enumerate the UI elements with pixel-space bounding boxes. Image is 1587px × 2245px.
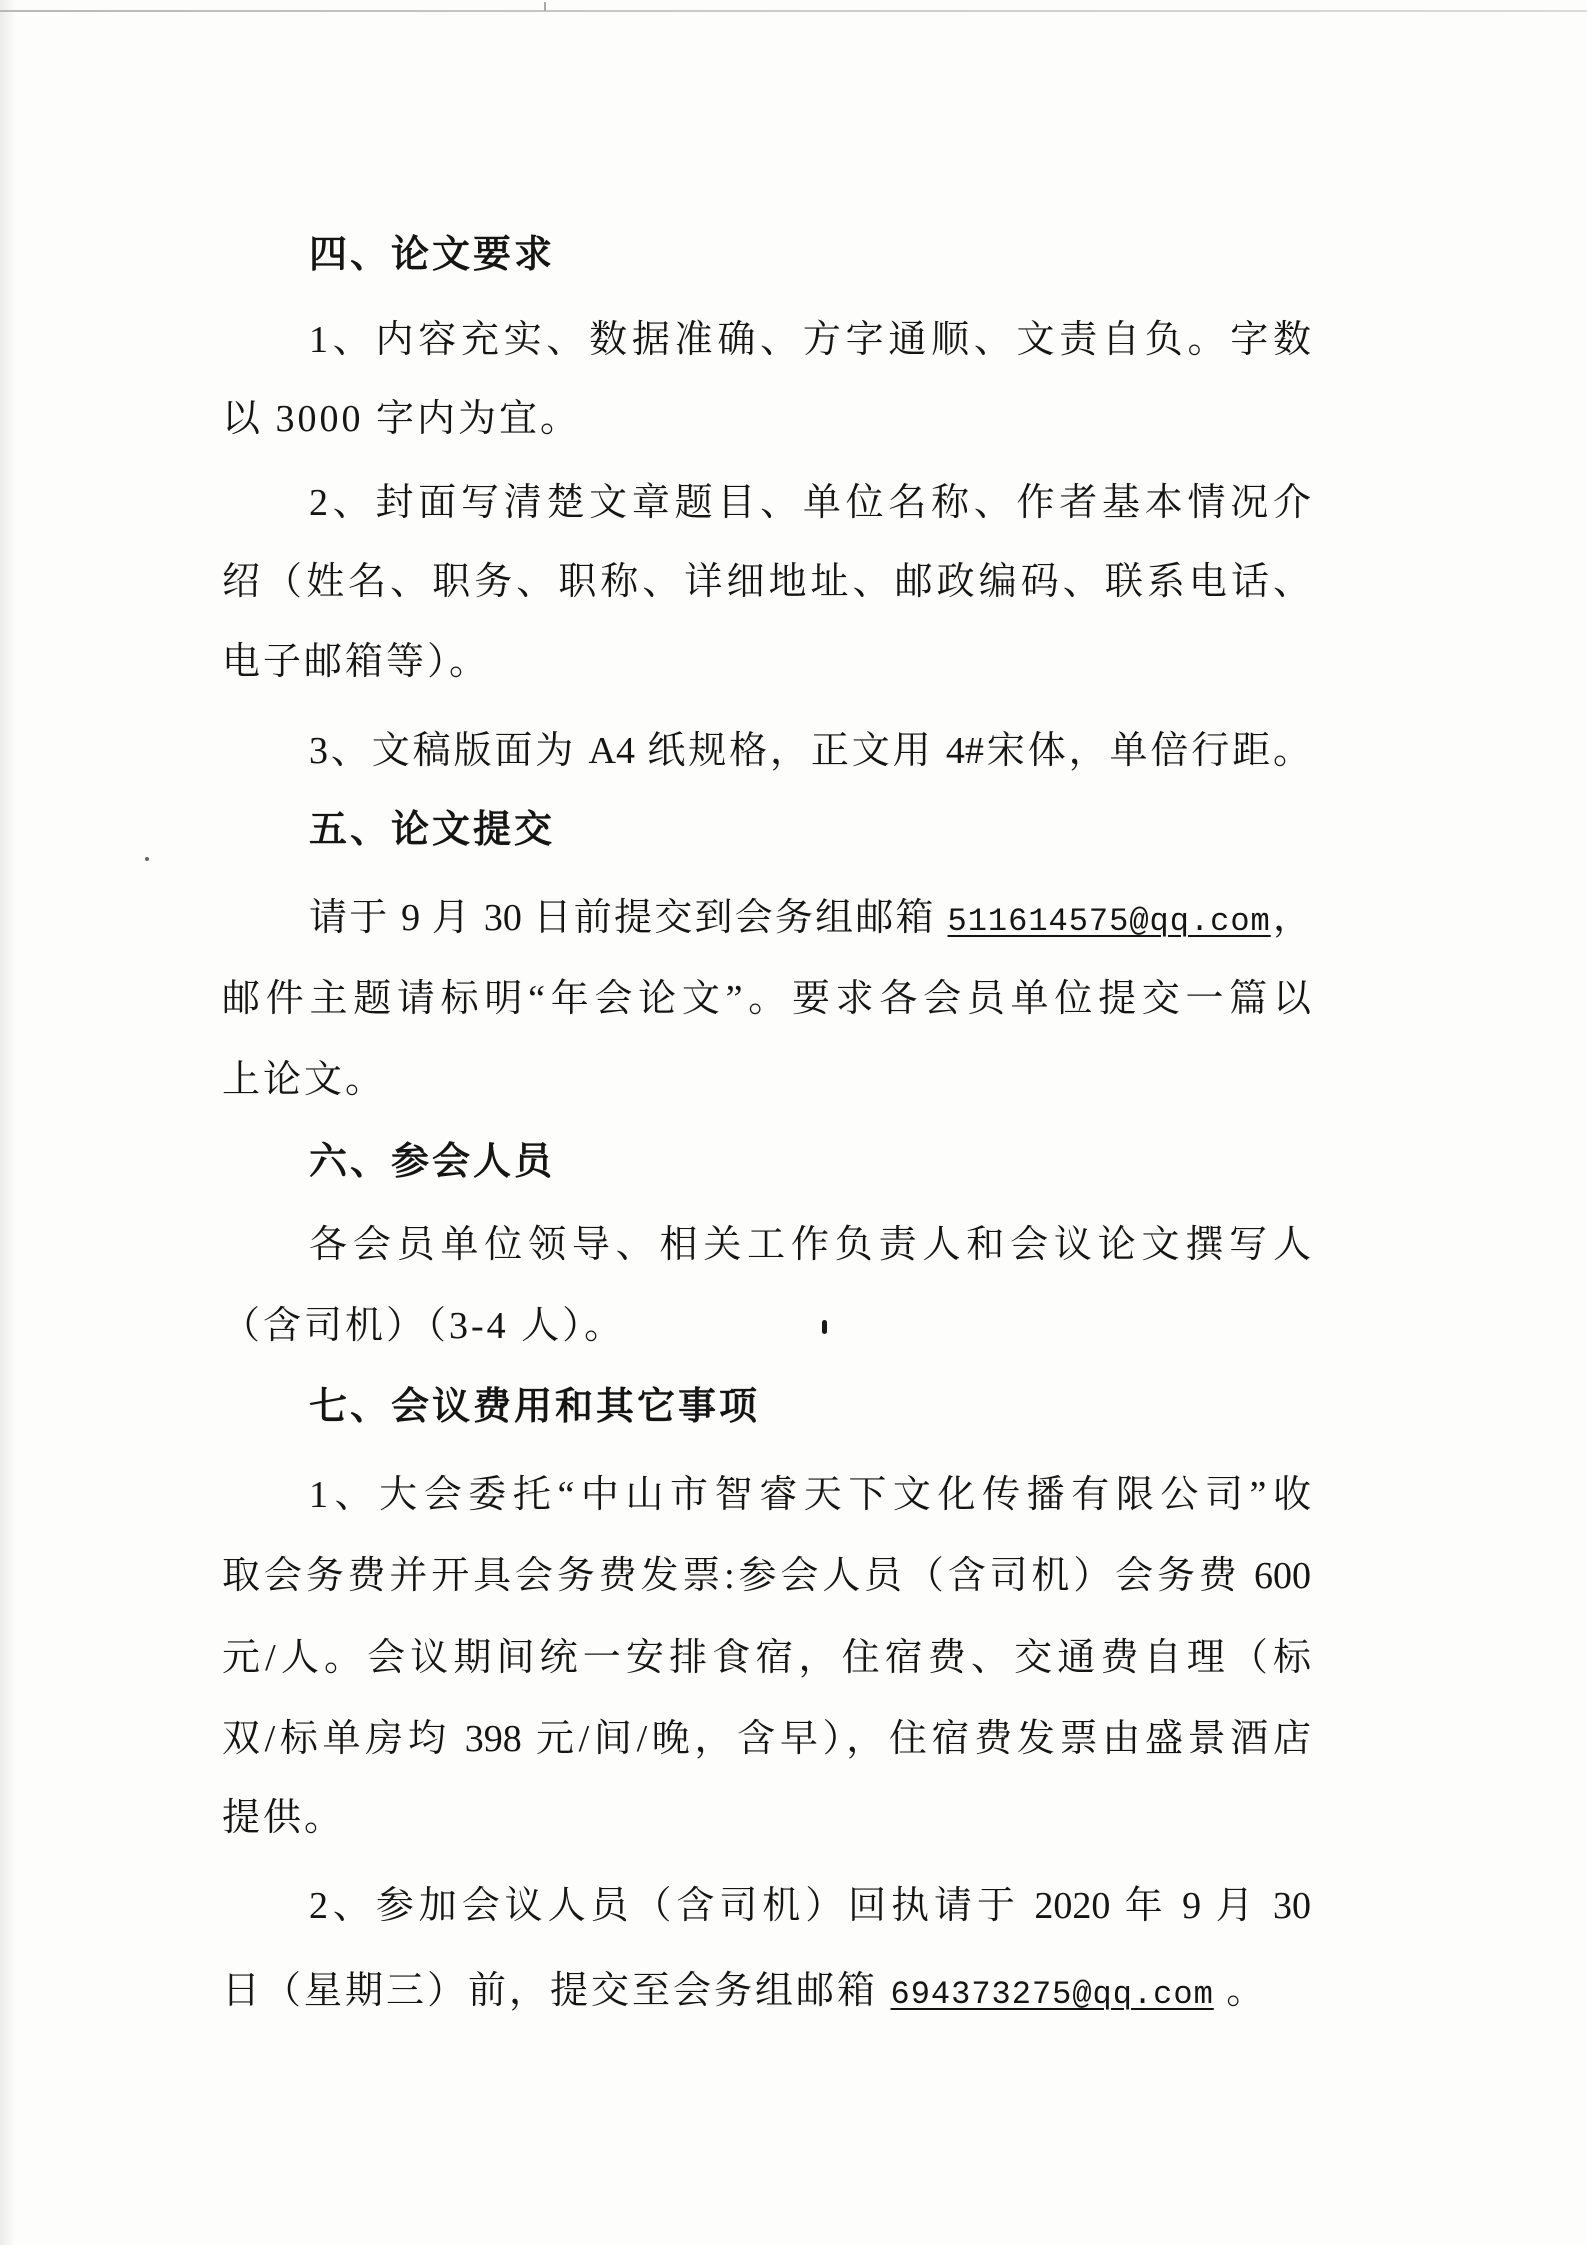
paragraph-line: 提供。 — [222, 1797, 346, 1839]
paragraph-line: 1、内容充实、数据准确、方字通顺、文责自负。字数 — [309, 319, 1311, 361]
paragraph-line: 2、参加会议人员（含司机）回执请于 2020 年 9 月 30 — [309, 1885, 1311, 1927]
paragraph-line: 上论文。 — [222, 1059, 387, 1101]
line-text: 日（星期三）前，提交至会务组邮箱 — [222, 1970, 891, 2012]
section-heading: 六、参会人员 — [309, 1141, 556, 1183]
scan-speck — [822, 1320, 827, 1334]
paragraph-line: 邮件主题请标明“年会论文”。要求各会员单位提交一篇以 — [222, 978, 1311, 1020]
scan-speck — [145, 857, 149, 861]
paragraph-line: 取会务费并开具会务费发票:参会人员（含司机）会务费 600 — [222, 1555, 1311, 1597]
paragraph-line: 2、封面写清楚文章题目、单位名称、作者基本情况介 — [309, 482, 1311, 524]
section-heading: 四、论文要求 — [309, 234, 556, 276]
paragraph-line: 以 3000 字内为宜。 — [222, 398, 582, 440]
line-text: 。 — [1213, 1970, 1268, 2012]
paragraph-line: 电子邮箱等）。 — [222, 641, 491, 683]
paragraph-line: 3、文稿版面为 A4 纸规格，正文用 4#宋体，单倍行距。 — [309, 730, 1311, 772]
section-heading: 七、会议费用和其它事项 — [309, 1386, 761, 1428]
paragraph-line: （含司机）（3-4 人）。 — [222, 1305, 626, 1347]
line-text: ， — [1270, 897, 1311, 939]
line-text: 请于 9 月 30 日前提交到会务组邮箱 — [309, 897, 948, 939]
paragraph-line: 各会员单位领导、相关工作负责人和会议论文撰写人 — [309, 1224, 1311, 1266]
scan-top-tick-mark — [544, 2, 546, 11]
paragraph-line: 双/标单房均 398 元/间/晚，含早），住宿费发票由盛景酒店 — [222, 1718, 1311, 1760]
paragraph-line — [222, 1961, 1267, 2021]
email-address: 511614575@qq.com — [947, 903, 1271, 940]
scan-top-edge-line — [0, 10, 1587, 12]
email-address: 694373275@qq.com — [890, 1976, 1214, 2013]
paragraph-line: 1、大会委托“中山市智睿天下文化传播有限公司”收 — [309, 1474, 1311, 1516]
paragraph-line: 绍（姓名、职务、职称、详细地址、邮政编码、联系电话、 — [222, 561, 1311, 603]
section-heading: 五、论文提交 — [309, 809, 556, 851]
scan-left-edge-shadow — [0, 0, 16, 2245]
paragraph-line — [309, 888, 1311, 948]
paragraph-line: 元/人。会议期间统一安排食宿，住宿费、交通费自理（标 — [222, 1637, 1311, 1679]
